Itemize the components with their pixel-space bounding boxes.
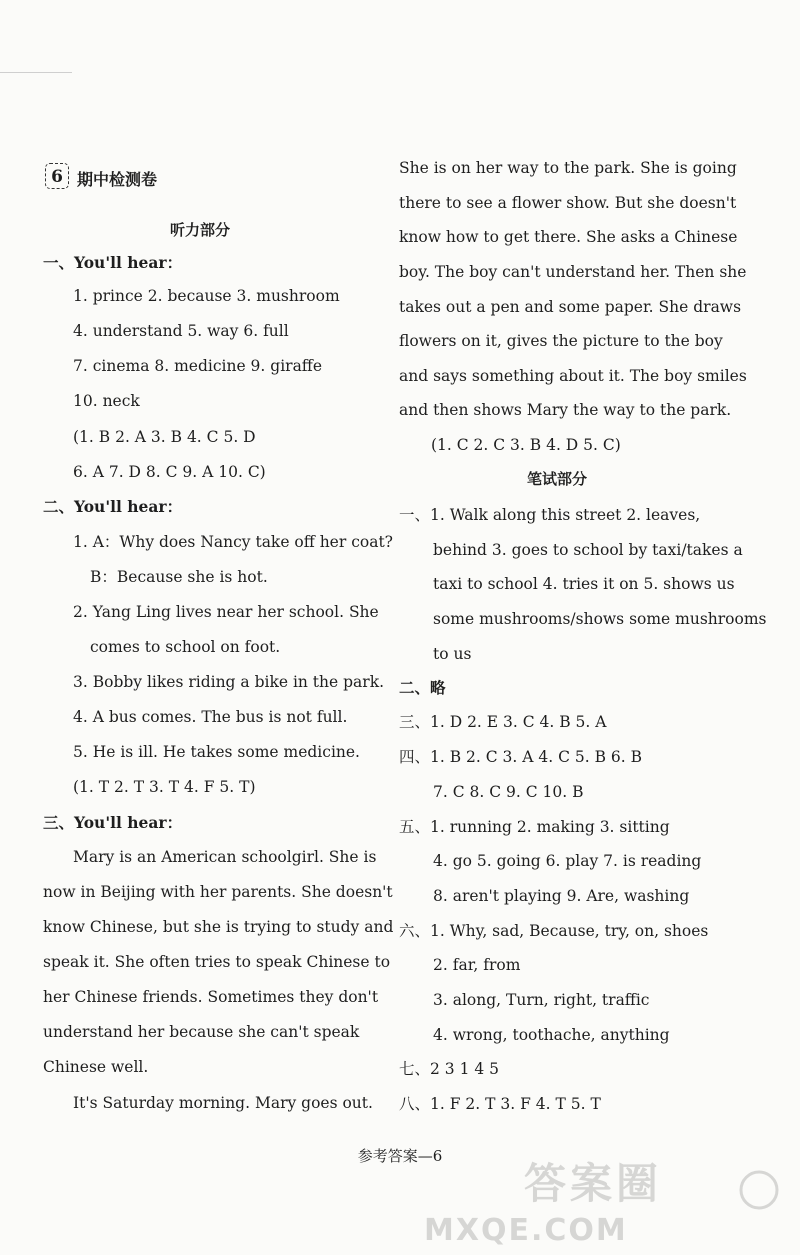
left-line: 7. cinema 8. medicine 9. giraffe: [73, 357, 322, 375]
left-line: 二、You'll hear：: [43, 497, 183, 516]
watermark-url-text: MXQE.COM: [424, 1213, 628, 1248]
right-line: 四、1. B 2. C 3. A 4. C 5. B 6. B: [399, 748, 643, 766]
top-rule: [0, 72, 72, 73]
left-line: 1. prince 2. because 3. mushroom: [73, 287, 340, 305]
right-line: 七、2 3 1 4 5: [399, 1060, 500, 1078]
left-line: 6. A 7. D 8. C 9. A 10. C): [73, 463, 266, 481]
right-line: (1. C 2. C 3. B 4. D 5. C): [431, 436, 621, 454]
right-line: 4. go 5. going 6. play 7. is reading: [433, 852, 702, 870]
left-line: B：Because she is hot.: [90, 568, 268, 586]
left-line: comes to school on foot.: [90, 638, 281, 656]
written-section-title: 笔试部分: [527, 470, 588, 488]
right-line: 二、略: [399, 678, 446, 697]
right-line: and says something about it. The boy smiles: [399, 367, 747, 385]
right-line: some mushrooms/shows some mushrooms: [433, 610, 767, 628]
left-line: 1. A：Why does Nancy take off her coat?: [73, 533, 393, 551]
left-line: 3. Bobby likes riding a bike in the park.: [73, 673, 385, 691]
right-line: and then shows Mary the way to the park.: [399, 401, 732, 419]
right-line: boy. The boy can't understand her. Then she: [399, 263, 747, 281]
chapter-number-badge: 6: [45, 163, 69, 189]
right-line: 7. C 8. C 9. C 10. B: [433, 783, 584, 801]
left-line: 10. neck: [73, 392, 140, 410]
left-line: know Chinese, but she is trying to study and: [43, 918, 394, 936]
left-line: speak it. She often tries to speak Chinese to: [43, 953, 391, 971]
watermark-logo: [424, 1158, 779, 1250]
left-line: (1. T 2. T 3. T 4. F 5. T): [73, 778, 256, 796]
right-line: 4. wrong, toothache, anything: [433, 1026, 670, 1044]
left-line: 4. understand 5. way 6. full: [73, 322, 289, 340]
right-line: 三、1. D 2. E 3. C 4. B 5. A: [399, 713, 607, 731]
right-line: know how to get there. She asks a Chinese: [399, 228, 738, 246]
right-line: 五、1. running 2. making 3. sitting: [399, 818, 670, 836]
right-line: 3. along, Turn, right, traffic: [433, 991, 650, 1009]
right-line: 8. aren't playing 9. Are, washing: [433, 887, 690, 905]
left-line: 4. A bus comes. The bus is not full.: [73, 708, 348, 726]
left-line: 一、You'll hear：: [43, 253, 183, 272]
left-line: 5. He is ill. He takes some medicine.: [73, 743, 360, 761]
left-line: (1. B 2. A 3. B 4. C 5. D: [73, 428, 256, 446]
left-line: now in Beijing with her parents. She doesn't: [43, 883, 393, 901]
right-line: 六、1. Why, sad, Because, try, on, shoes: [399, 922, 709, 940]
right-line: 八、1. F 2. T 3. F 4. T 5. T: [399, 1095, 601, 1113]
right-line: taxi to school 4. tries it on 5. shows us: [433, 575, 735, 593]
page-footer: 参考答案—6: [357, 1147, 443, 1165]
left-line: Mary is an American schoolgirl. She is: [73, 848, 377, 866]
right-line: to us: [433, 645, 472, 663]
right-line: flowers on it, gives the picture to the boy: [399, 332, 723, 350]
right-line: there to see a flower show. But she doesn't: [399, 194, 737, 212]
left-line: Chinese well.: [43, 1058, 149, 1076]
listening-section-title: 听力部分: [170, 221, 231, 239]
left-line: 2. Yang Ling lives near her school. She: [73, 603, 379, 621]
right-line: 2. far, from: [433, 956, 521, 974]
left-line: understand her because she can't speak: [43, 1023, 360, 1041]
chapter-title: 期中检测卷: [77, 170, 158, 189]
right-line: behind 3. goes to school by taxi/takes a: [433, 541, 743, 559]
left-line: her Chinese friends. Sometimes they don't: [43, 988, 379, 1006]
right-line: 一、1. Walk along this street 2. leaves,: [399, 506, 701, 524]
left-line: It's Saturday morning. Mary goes out.: [73, 1094, 373, 1112]
right-line: She is on her way to the park. She is going: [399, 159, 737, 177]
left-line: 三、You'll hear：: [43, 813, 183, 832]
watermark-main-text: 答案圈: [524, 1159, 663, 1208]
right-line: takes out a pen and some paper. She draws: [399, 298, 742, 316]
